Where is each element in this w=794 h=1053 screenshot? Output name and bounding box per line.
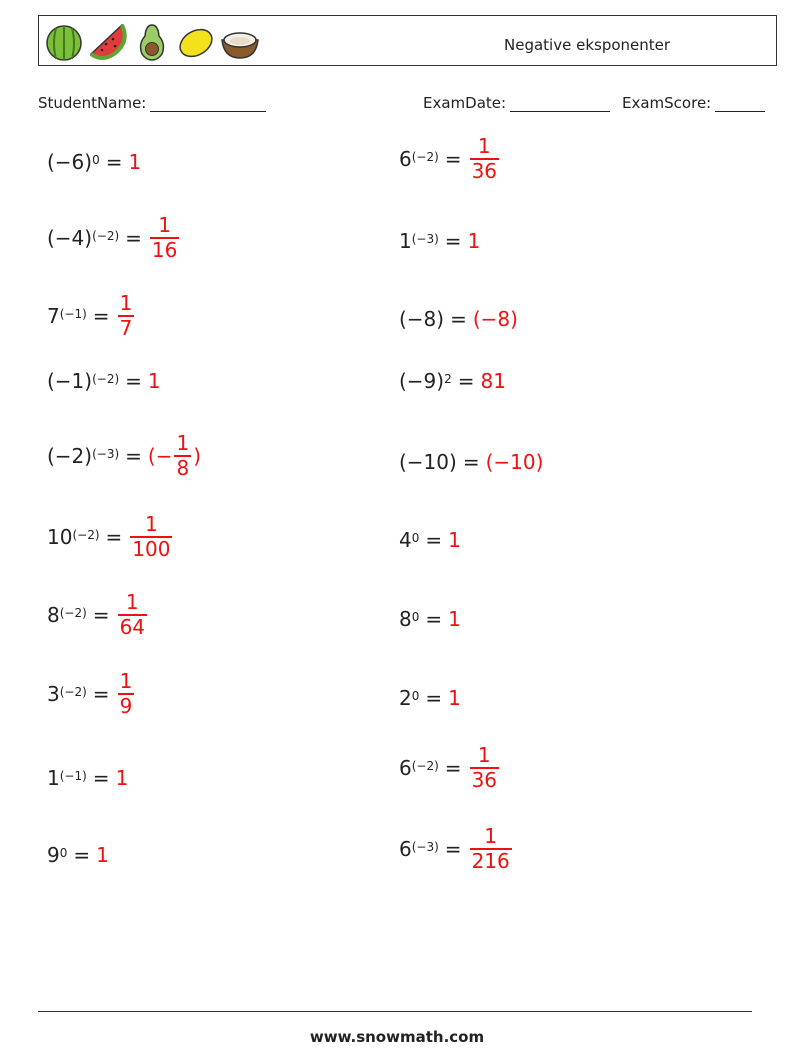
equals-sign: = [73, 843, 91, 867]
fruit-icon-row [44, 21, 260, 63]
fraction-denominator: 36 [471, 159, 498, 183]
equals-sign: = [425, 686, 443, 710]
problem-base: 4 [399, 528, 412, 552]
fraction-numerator: 1 [119, 669, 133, 693]
problem-item [47, 150, 141, 174]
fraction-numerator: 1 [145, 512, 158, 536]
problem-item [47, 766, 128, 790]
answer [116, 591, 149, 639]
answer-fraction [470, 825, 512, 873]
equals-sign: = [425, 528, 443, 552]
problem-exponent: (−3) [411, 232, 439, 246]
problem-item [399, 607, 461, 631]
problem-base: 8 [399, 607, 412, 631]
problem-base: 7 [47, 304, 60, 328]
answer-fraction [470, 744, 499, 792]
melon-icon [44, 22, 84, 62]
equals-sign: = [444, 756, 462, 780]
problem-exponent: (−1) [59, 307, 87, 321]
problem-base: (−9) [399, 369, 445, 393]
problem-base: 2 [399, 686, 412, 710]
worksheet-title: Negative eksponenter [504, 36, 671, 54]
problem-exponent: 2 [444, 372, 452, 386]
answer [468, 135, 501, 183]
answer [116, 292, 137, 340]
answer [148, 214, 181, 262]
student-name-field [38, 94, 266, 112]
problem-base: (−8) [399, 307, 445, 331]
problem-exponent: 0 [411, 689, 420, 703]
problem-exponent: (−1) [59, 769, 87, 783]
footer-divider [38, 1011, 752, 1012]
problem-item [47, 432, 201, 480]
problem-exponent: 0 [411, 531, 420, 545]
equals-sign: = [462, 450, 480, 474]
equals-sign: = [105, 525, 123, 549]
answer [468, 744, 501, 792]
answer: 1 [448, 528, 461, 552]
problem-item [47, 214, 181, 262]
answer [468, 825, 514, 873]
equals-sign: = [92, 766, 110, 790]
problem-item [399, 135, 501, 183]
worksheet-header [38, 15, 777, 66]
footer-url: www.snowmath.com [309, 1028, 485, 1046]
problem-base: 1 [47, 766, 60, 790]
problem-item [399, 825, 514, 873]
watermelon-slice-icon [88, 22, 128, 62]
lemon-icon [176, 22, 216, 62]
equals-sign: = [450, 307, 467, 331]
exam-score-label: ExamScore: [622, 94, 712, 112]
problem-item [399, 450, 543, 474]
problem-item [47, 591, 149, 639]
equals-sign: = [92, 304, 110, 328]
answer-fraction [118, 591, 147, 639]
problem-base: (−1) [47, 369, 93, 393]
answer: 1 [467, 229, 481, 253]
problem-base: (−10) [399, 450, 457, 474]
problem-exponent: (−2) [411, 150, 439, 164]
answer-fraction [130, 513, 172, 561]
equals-sign: = [457, 369, 475, 393]
answer-fraction [174, 432, 191, 480]
exam-date-label: ExamDate: [423, 94, 507, 112]
fraction-denominator: 7 [119, 316, 133, 340]
fraction-denominator: 16 [151, 238, 178, 262]
problem-base: 6 [399, 837, 412, 861]
equals-sign: = [92, 603, 110, 627]
equals-sign: = [125, 369, 142, 393]
problem-item [399, 307, 518, 331]
equals-sign: = [425, 607, 443, 631]
problem-item [47, 670, 136, 718]
fraction-denominator: 64 [119, 615, 146, 639]
answer [148, 432, 201, 480]
answer: 81 [480, 369, 506, 393]
problem-base: (−2) [47, 444, 93, 468]
problem-item [399, 528, 461, 552]
fraction-denominator: 216 [471, 849, 510, 873]
answer-fraction [150, 214, 179, 262]
problem-exponent: (−2) [72, 528, 100, 542]
answer [116, 670, 137, 718]
problem-base: 8 [47, 603, 60, 627]
equals-sign: = [125, 444, 142, 468]
problem-item [47, 369, 161, 393]
problem-item [47, 843, 109, 867]
fraction-denominator: 100 [132, 537, 171, 561]
answer: (−8) [472, 307, 518, 331]
problem-exponent: (−2) [59, 685, 87, 699]
exam-date-field [423, 94, 610, 112]
problem-item [399, 229, 480, 253]
problem-base: 6 [399, 147, 412, 171]
exam-score-line [715, 97, 765, 112]
problem-item [399, 744, 501, 792]
fraction-numerator: 1 [484, 824, 498, 848]
answer: 1 [128, 150, 142, 174]
problem-exponent: 0 [59, 846, 68, 860]
problem-item [399, 686, 461, 710]
equals-sign: = [444, 837, 462, 861]
fraction-denominator: 9 [119, 694, 133, 718]
answer: (−10) [485, 450, 544, 474]
problem-exponent: 0 [92, 153, 100, 167]
problem-base: 9 [47, 843, 60, 867]
problem-exponent: (−2) [59, 606, 87, 620]
fraction-numerator: 1 [477, 134, 491, 158]
student-name-line [150, 97, 266, 112]
answer [128, 513, 174, 561]
problem-exponent: (−3) [411, 840, 439, 854]
problem-base: (−4) [47, 226, 93, 250]
fraction-denominator: 8 [176, 456, 190, 480]
avocado-icon [132, 22, 172, 62]
answer: 1 [115, 766, 129, 790]
problem-item [399, 369, 506, 393]
problem-exponent: (−3) [92, 447, 120, 461]
equals-sign: = [444, 147, 462, 171]
answer-fraction [118, 292, 135, 340]
problem-exponent: (−2) [92, 372, 120, 386]
problem-base: 1 [399, 229, 412, 253]
fraction-numerator: 1 [125, 590, 139, 614]
problem-item [47, 292, 136, 340]
equals-sign: = [92, 682, 110, 706]
fraction-denominator: 36 [471, 768, 498, 792]
problem-base: (−6) [47, 150, 93, 174]
exam-date-line [510, 97, 610, 112]
exam-score-field [622, 94, 765, 112]
fraction-numerator: 1 [119, 291, 133, 315]
problem-base: 10 [47, 525, 73, 549]
answer-prefix: (− [147, 444, 173, 468]
fraction-numerator: 1 [477, 743, 491, 767]
answer: 1 [448, 607, 461, 631]
fraction-numerator: 1 [176, 431, 190, 455]
problem-exponent: (−2) [411, 759, 439, 773]
problem-exponent: 0 [411, 610, 420, 624]
coconut-icon [220, 22, 260, 62]
problem-exponent: (−2) [92, 229, 120, 243]
problem-base: 6 [399, 756, 412, 780]
student-name-label: StudentName: [38, 94, 147, 112]
equals-sign: = [444, 229, 462, 253]
answer: 1 [96, 843, 109, 867]
problem-item [47, 513, 174, 561]
fraction-numerator: 1 [158, 213, 172, 237]
answer-suffix: ) [193, 444, 202, 468]
answer: 1 [448, 686, 461, 710]
answer-fraction [470, 135, 499, 183]
equals-sign: = [105, 150, 123, 174]
answer: 1 [147, 369, 161, 393]
problem-base: 3 [47, 682, 60, 706]
answer-fraction [118, 670, 135, 718]
equals-sign: = [125, 226, 142, 250]
